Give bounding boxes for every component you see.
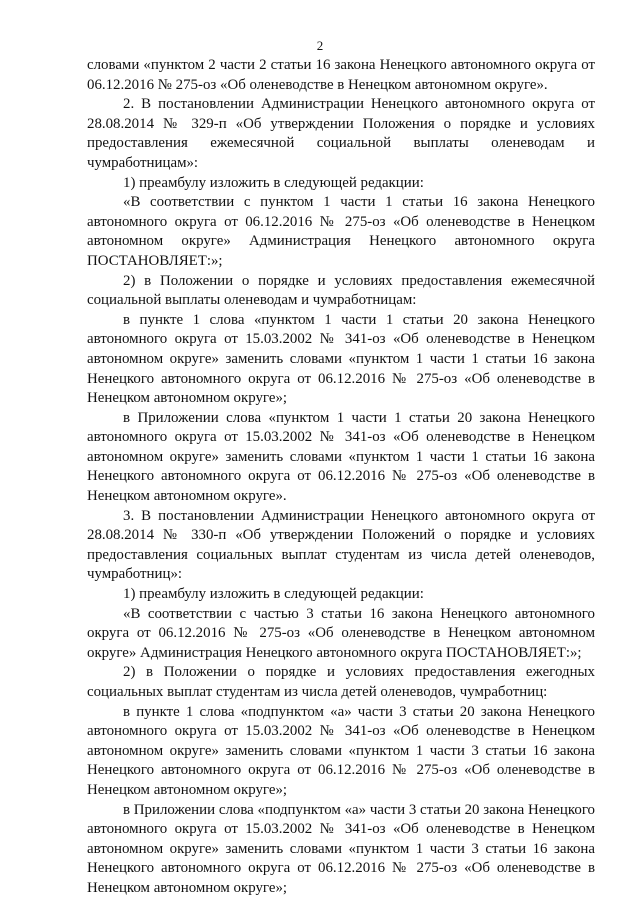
page-number: 2 — [316, 38, 324, 53]
paragraph: в пункте 1 слова «подпунктом «а» части 3 статьи 20 закона Ненецкого автономного округа от 15.03.2002 № 341-оз «Об оленеводстве в Ненецком автономном округе» заменить словами «пунктом 1 части 3 статьи 16 закона Ненецкого автономного округа от 06.12.2016 № 275-оз «Об оленеводстве в Ненецком автономном округе»; — [87, 703, 595, 798]
paragraph: 1) преамбулу изложить в следующей редакции: — [123, 174, 424, 191]
paragraph: в Приложении слова «подпунктом «а» части 3 статьи 20 закона Ненецкого автономного округа от 15.03.2002 № 341-оз «Об оленеводстве в Ненецком автономном округе» заменить словами «пунктом 1 части 3 статьи 16 закона Ненецкого автономного округа от 06.12.2016 № 275-оз «Об оленеводстве в Ненецком автономном округе»; — [87, 801, 595, 896]
paragraph: 2) в Положении о порядке и условиях предоставления ежегодных социальных выплат студентам из числа детей оленеводов, чумработниц: — [87, 664, 595, 700]
paragraph: в Приложении слова «пунктом 1 части 1 статьи 20 закона Ненецкого автономного округа от 15.03.2002 № 341-оз «Об оленеводстве в Ненецком автономном округе» заменить словами «пунктом 1 части 1 статьи 16 закона Ненецкого автономного округа от 06.12.2016 № 275-оз «Об оленеводстве в Ненецком автономном округе». — [87, 409, 595, 505]
paragraph: словами «пунктом 2 части 2 статьи 16 закона Ненецкого автономного округа от 06.12.2016 № 275-оз «Об оленеводстве в Ненецком автономном округе». — [87, 57, 595, 93]
paragraph: в пункте 1 слова «пунктом 1 части 1 статьи 20 закона Ненецкого автономного округа от 15.03.2002 № 341-оз «Об оленеводстве в Ненецком автономном округе» заменить словами «пунктом 1 части 1 статьи 16 закона Ненецкого автономного округа от 06.12.2016 № 275-оз «Об оленеводстве в Ненецком автономном округе»; — [87, 311, 595, 407]
paragraph: «В соответствии с пунктом 1 части 1 статьи 16 закона Ненецкого автономного округа от 06.12.2016 № 275-оз «Об оленеводстве в Ненецком автономном округе» Администрация Ненецкого автономного округа ПОСТАНОВЛЯЕТ:»; — [87, 194, 595, 269]
paragraph: «В соответствии с частью 3 статьи 16 закона Ненецкого автономного округа от 06.12.2016 № 275-оз «Об оленеводстве в Ненецком автономном округе» Администрация Ненецкого автономного округа ПОСТАНОВЛЯЕТ:»; — [87, 605, 595, 661]
paragraph: 1) преамбулу изложить в следующей редакции: — [123, 586, 424, 603]
paragraph: 3. В постановлении Администрации Ненецкого автономного округа от 28.08.2014 № 330-п «Об утверждении Положений о порядке и условиях предоставления социальных выплат студентам из числа детей оленеводов, чумработниц»: — [87, 507, 595, 583]
paragraph: 2. В постановлении Администрации Ненецкого автономного округа от 28.08.2014 № 329-п «Об утверждении Положения о порядке и условиях предоставления ежемесячной социальной выплаты оленеводам и чумработницам»: — [87, 96, 595, 171]
document-body — [87, 56, 595, 899]
paragraph: 2) в Положении о порядке и условиях предоставления ежемесячной социальной выплаты оленеводам и чумработницам: — [87, 272, 595, 309]
